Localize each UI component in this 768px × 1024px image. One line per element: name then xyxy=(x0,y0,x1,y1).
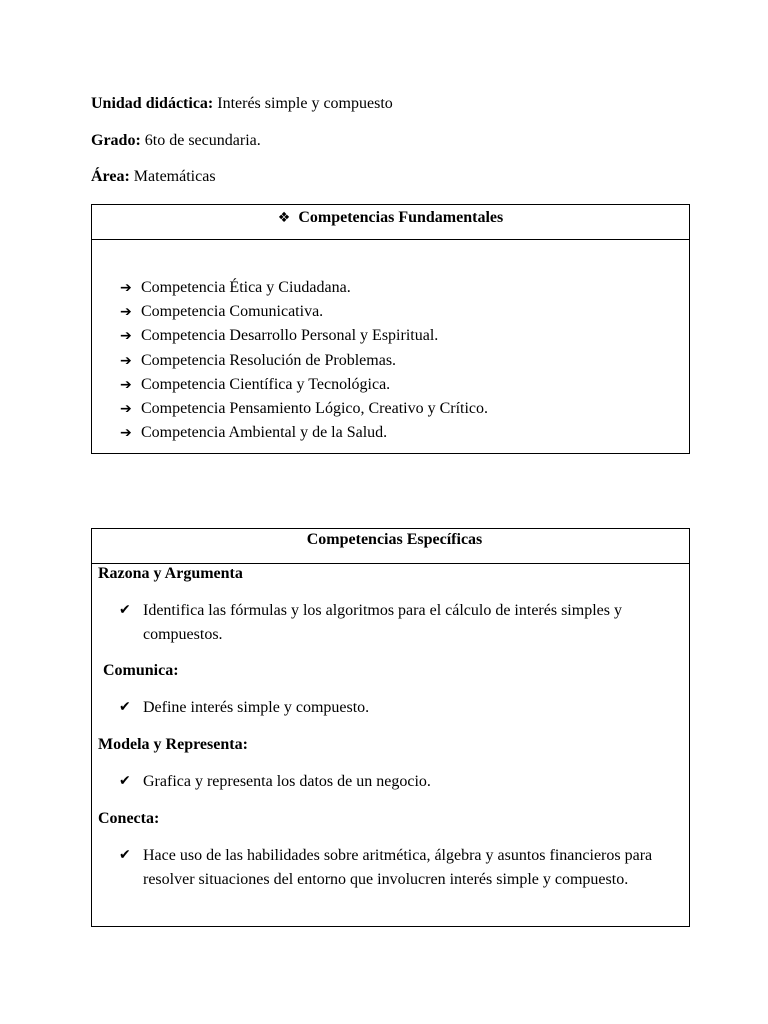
check-icon: ✔ xyxy=(119,602,131,618)
area-value: Matemáticas xyxy=(133,168,216,185)
section-heading-comunica: Comunica: xyxy=(103,662,179,679)
list-item-text: Competencia Comunicativa. xyxy=(141,303,324,321)
section-item-text: Identifica las fórmulas y los algoritmos para el cálculo de interés simples y compuestos. xyxy=(143,602,622,643)
list-item xyxy=(120,399,488,423)
section-heading-conecta: Conecta: xyxy=(98,810,160,827)
section-item-modela xyxy=(119,770,679,794)
list-item xyxy=(120,326,488,350)
competencias-especificas-title: Competencias Específicas xyxy=(306,531,483,548)
grado-value: 6to de secundaria. xyxy=(144,132,261,149)
arrow-bullet-icon: ➔ xyxy=(120,304,132,321)
arrow-bullet-icon: ➔ xyxy=(120,352,132,369)
competencias-especificas-table xyxy=(91,528,690,927)
arrow-bullet-icon: ➔ xyxy=(120,376,132,393)
list-item xyxy=(120,278,488,302)
unidad-label: Unidad didáctica: xyxy=(91,95,214,112)
list-item-text: Competencia Pensamiento Lógico, Creativo y Crítico. xyxy=(141,399,489,417)
competencias-fundamentales-title: Competencias Fundamentales xyxy=(298,209,504,226)
list-item-text: Competencia Científica y Tecnológica. xyxy=(141,375,391,393)
arrow-bullet-icon: ➔ xyxy=(120,280,132,296)
competencias-fundamentales-list xyxy=(120,278,488,447)
list-item xyxy=(120,302,488,326)
area-line xyxy=(91,167,216,187)
list-item xyxy=(120,423,488,447)
check-icon: ✔ xyxy=(119,847,131,863)
list-item-text: Competencia Ética y Ciudadana. xyxy=(141,279,351,296)
list-item xyxy=(120,375,488,399)
grado-label: Grado: xyxy=(91,132,141,149)
competencias-fundamentales-table xyxy=(91,204,690,454)
section-heading-modela: Modela y Representa: xyxy=(98,736,248,753)
section-item-text: Grafica y representa los datos de un negocio. xyxy=(143,773,431,790)
arrow-bullet-icon: ➔ xyxy=(120,328,132,345)
area-label: Área: xyxy=(91,168,130,185)
check-icon: ✔ xyxy=(119,699,131,715)
competencias-especificas-header xyxy=(92,529,689,564)
list-item-text: Competencia Ambiental y de la Salud. xyxy=(141,424,388,442)
check-icon: ✔ xyxy=(119,773,131,789)
unidad-line xyxy=(91,94,393,114)
list-item-text: Competencia Desarrollo Personal y Espiritual. xyxy=(141,327,439,345)
section-item-text: Define interés simple y compuesto. xyxy=(143,699,370,716)
list-item xyxy=(120,351,488,375)
section-item-razona xyxy=(119,599,679,646)
arrow-bullet-icon: ➔ xyxy=(120,425,132,442)
arrow-bullet-icon: ➔ xyxy=(120,400,132,417)
diamond-bullet-icon: ❖ xyxy=(277,210,291,226)
section-item-conecta xyxy=(119,844,679,891)
competencias-fundamentales-header xyxy=(92,205,689,240)
section-heading-razona: Razona y Argumenta xyxy=(98,565,243,582)
section-item-text: Hace uso de las habilidades sobre aritmética, álgebra y asuntos financieros para resolver situaciones del entorno que involucren interés simple y compuesto. xyxy=(143,847,653,888)
section-item-comunica xyxy=(119,696,679,720)
grado-line xyxy=(91,131,261,151)
list-item-text: Competencia Resolución de Problemas. xyxy=(141,351,397,369)
unidad-value: Interés simple y compuesto xyxy=(217,95,393,112)
